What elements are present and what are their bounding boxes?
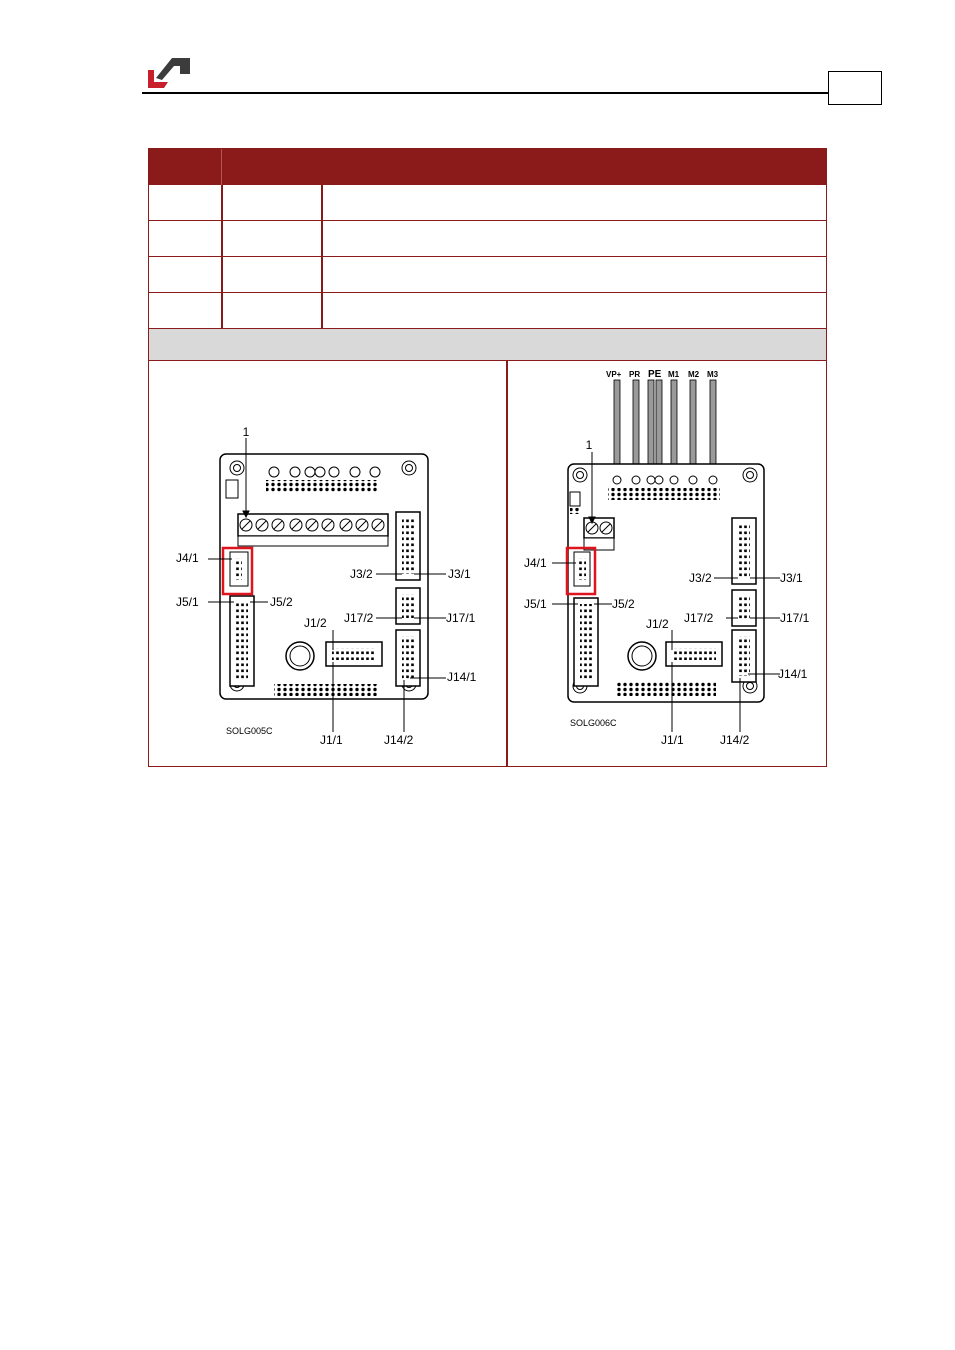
terminal-block bbox=[238, 514, 388, 546]
j5-1-label: J5/1 bbox=[524, 597, 547, 611]
j14-1-label: J14/1 bbox=[778, 667, 808, 681]
j17-1-label: J17/1 bbox=[780, 611, 810, 625]
j17-2-label: J17/2 bbox=[344, 611, 374, 625]
j1-2-label: J1/2 bbox=[646, 617, 669, 631]
table-row bbox=[149, 221, 826, 257]
j14-2-label: J14/2 bbox=[384, 733, 414, 747]
j3-2-label: J3/2 bbox=[350, 567, 373, 581]
table-row bbox=[149, 257, 826, 293]
j1-1-label: J1/1 bbox=[320, 733, 343, 747]
company-logo bbox=[146, 56, 192, 90]
figure-caption-row bbox=[149, 329, 826, 361]
j14-1-label: J14/1 bbox=[447, 670, 477, 684]
marker-label: 1 bbox=[585, 438, 593, 452]
j17-2-label: J17/2 bbox=[684, 611, 714, 625]
column-separator bbox=[321, 185, 323, 329]
marker-label: 1 bbox=[242, 425, 250, 439]
j3-2-label: J3/2 bbox=[689, 571, 712, 585]
figure-code: SOLG005C bbox=[226, 726, 273, 736]
table-header bbox=[149, 149, 826, 185]
figure-code: SOLG006C bbox=[570, 718, 617, 728]
header-rule bbox=[142, 92, 828, 94]
j1-2-label: J1/2 bbox=[304, 616, 327, 630]
j3-1-label: J3/1 bbox=[448, 567, 471, 581]
table-row bbox=[149, 185, 826, 221]
board-figure-solg006c bbox=[508, 362, 826, 765]
column-separator bbox=[221, 185, 223, 329]
j5-1-label: J5/1 bbox=[176, 595, 199, 609]
j4-1-label: J4/1 bbox=[524, 556, 547, 570]
header-separator bbox=[221, 149, 222, 185]
top-label-pe: PE bbox=[648, 369, 662, 380]
j3-1-label: J3/1 bbox=[780, 571, 803, 585]
j17-1-label: J17/1 bbox=[446, 611, 476, 625]
top-label-pr: PR bbox=[629, 370, 641, 379]
pcb-board bbox=[568, 464, 764, 702]
j1-1-label: J1/1 bbox=[661, 733, 684, 747]
j5-2-label: J5/2 bbox=[270, 595, 293, 609]
top-label-m3: M3 bbox=[707, 370, 719, 379]
terminal-block bbox=[584, 518, 614, 550]
top-label-m1: M1 bbox=[668, 370, 680, 379]
board-figure-solg005c bbox=[150, 362, 505, 765]
table-row bbox=[149, 293, 826, 329]
top-label-m2: M2 bbox=[688, 370, 700, 379]
j4-1-label: J4/1 bbox=[176, 551, 199, 565]
page-number-box bbox=[828, 71, 882, 105]
j14-2-label: J14/2 bbox=[720, 733, 750, 747]
j5-2-label: J5/2 bbox=[612, 597, 635, 611]
top-label-vp: VP+ bbox=[606, 370, 622, 379]
